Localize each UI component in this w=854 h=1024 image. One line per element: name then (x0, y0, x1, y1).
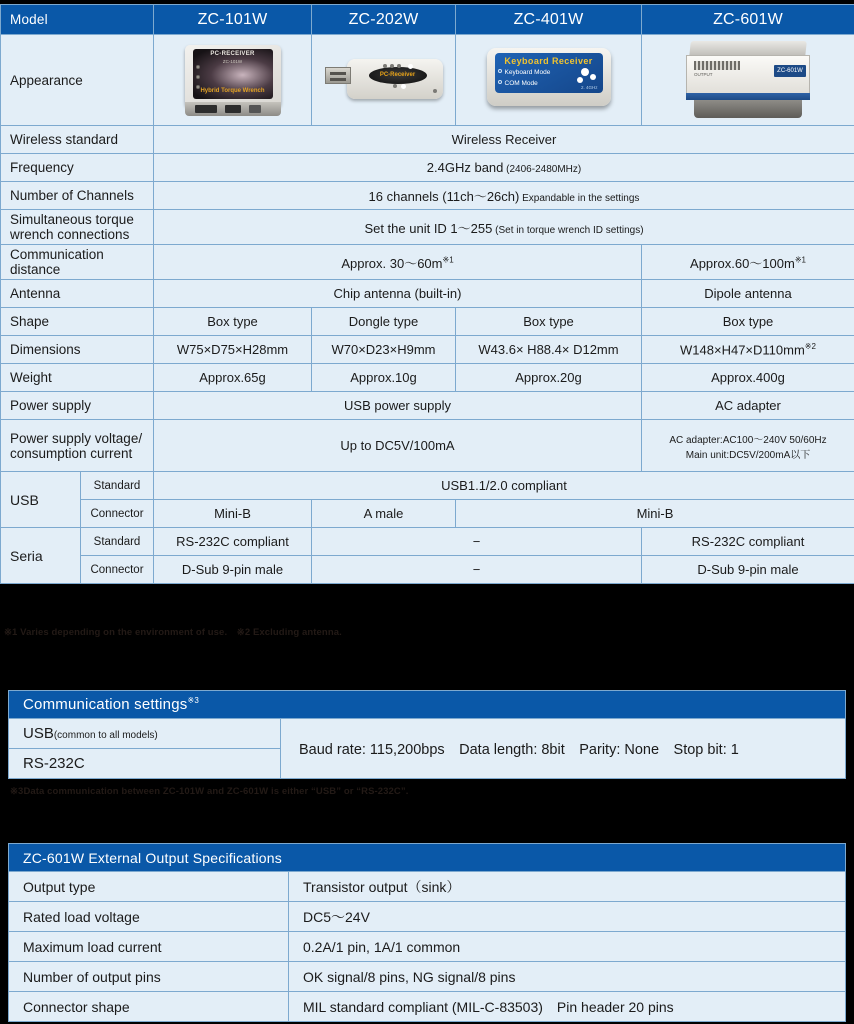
cell-value: Mini-B (636, 506, 674, 521)
appearance-cell-zc202w (312, 35, 456, 126)
cell-value: AC adapter (715, 398, 781, 413)
group-label-serial: Seria (1, 528, 81, 584)
cell-value: RS-232C compliant (176, 534, 289, 549)
device-zc101w-caption: Hybrid Torque Wrench (200, 88, 265, 94)
cell-value: W70×D23×H9mm (331, 342, 436, 357)
main-spec-rows (1, 126, 854, 584)
cell-value: W43.6× H88.4× D12mm (478, 342, 619, 357)
comm-value: Baud rate: 115,200bps Data length: 8bit Parity: None Stop bit: 1 (281, 719, 846, 779)
row-label: Wireless standard (1, 126, 154, 154)
spec-row (1, 210, 854, 245)
row-label: Weight (1, 364, 154, 392)
comm-table-title (9, 691, 846, 719)
appearance-row (1, 35, 854, 126)
spec-cell (154, 245, 642, 280)
ext-row-value: 0.2A/1 pin, 1A/1 common (289, 932, 846, 962)
ac-adapter-line2: Main unit:DC5V/200mA以下 (685, 449, 811, 461)
spec-row (1, 308, 854, 336)
ext-spec-rows (9, 872, 846, 1022)
cell-value: 16 channels (11ch〜26ch) (368, 189, 520, 204)
spec-row (1, 245, 854, 280)
sub-label: Connector (81, 556, 154, 584)
group-label-usb: USB (1, 472, 81, 528)
cell-value: Approx.65g (199, 370, 266, 385)
comm-label-rs232c: RS-232C (9, 749, 281, 779)
sub-label: Connector (81, 500, 154, 528)
ext-row (9, 962, 846, 992)
cell-note: Expandable in the settings (519, 193, 640, 204)
spec-cell (154, 500, 312, 528)
cell-note: (Set in torque wrench ID settings) (492, 224, 644, 236)
cell-value: Box type (523, 314, 574, 329)
device-zc202w-title: PC-Receiver (379, 72, 416, 78)
spec-row-serial (1, 528, 854, 556)
cell-value: Approx.400g (711, 370, 785, 385)
cell-value: Approx.60〜100m (690, 255, 795, 271)
ext-row (9, 992, 846, 1022)
spec-row (1, 392, 854, 420)
row-label: Communication distance (1, 245, 154, 280)
spec-cell (456, 336, 642, 364)
spec-cell (154, 182, 854, 210)
cell-value: W148×H47×D110mm (680, 342, 805, 358)
cell-superscript: ※1 (794, 255, 806, 265)
spec-cell (154, 336, 312, 364)
spec-cell (642, 556, 854, 584)
spec-row-usb (1, 472, 854, 500)
main-table-footnote: ※1 Varies depending on the environment of use. ※2 Excluding antenna. (4, 627, 342, 638)
device-zc101w-subtitle: ZC-101W (222, 59, 243, 64)
spec-cell (456, 364, 642, 392)
spec-cell (312, 308, 456, 336)
cell-value: Dipole antenna (704, 286, 792, 301)
header-model-label: Model (1, 5, 154, 35)
sub-label: Standard (81, 472, 154, 500)
spec-cell (642, 308, 854, 336)
cell-value: Wireless Receiver (451, 132, 557, 147)
spec-cell (642, 528, 854, 556)
ext-row-value: MIL standard compliant (MIL-C-83503) Pin header 20 pins (289, 992, 846, 1022)
spec-row (1, 154, 854, 182)
table-header-row (1, 5, 854, 35)
cell-superscript: ※2 (804, 341, 816, 351)
cell-value: A male (363, 506, 404, 521)
header-model-zc202w: ZC-202W (312, 5, 456, 35)
comm-title-superscript: ※3 (187, 696, 200, 705)
spec-cell (154, 392, 642, 420)
device-image-zc101w (179, 39, 287, 121)
cell-value: Set the unit ID 1〜255 (364, 220, 493, 236)
comm-title-text: Communication settings (23, 696, 188, 713)
device-image-zc601w: OUTPUT ZC-601W (680, 37, 816, 123)
spec-cell (154, 210, 854, 245)
spec-cell (312, 500, 456, 528)
cell-value: USB power supply (344, 398, 451, 413)
spec-row-usb (1, 500, 854, 528)
ext-row-value: OK signal/8 pins, NG signal/8 pins (289, 962, 846, 992)
spec-row (1, 280, 854, 308)
device-zc101w-title: PC-RECEIVER (210, 51, 255, 57)
ext-row (9, 872, 846, 902)
device-image-zc202w (323, 51, 445, 109)
ext-row-label: Output type (9, 872, 289, 902)
spec-row (1, 126, 854, 154)
spec-cell (642, 280, 854, 308)
cell-superscript: ※1 (442, 255, 454, 265)
spec-cell (154, 364, 312, 392)
cell-value: 2.4GHz band (426, 160, 504, 175)
cell-value: Box type (207, 314, 258, 329)
ext-row (9, 932, 846, 962)
power-voltage-main: Up to DC5V/100mA (154, 420, 642, 472)
cell-value: W75×D75×H28mm (176, 342, 289, 357)
cell-value: Chip antenna (built-in) (333, 286, 462, 301)
spec-cell (154, 556, 312, 584)
spec-cell (456, 308, 642, 336)
ext-row-label: Maximum load current (9, 932, 289, 962)
row-label-power-voltage: Power supply voltage/ consumption current (1, 420, 154, 472)
power-voltage-ac (642, 420, 854, 472)
spec-cell (312, 364, 456, 392)
row-label: Frequency (1, 154, 154, 182)
spec-cell (312, 556, 642, 584)
ext-row-label: Number of output pins (9, 962, 289, 992)
sub-label: Standard (81, 528, 154, 556)
cell-value: D-Sub 9-pin male (697, 562, 799, 577)
ac-adapter-line1: AC adapter:AC100〜240V 50/60Hz (669, 434, 827, 446)
main-specification-table (0, 4, 854, 584)
spec-row (1, 364, 854, 392)
spec-row-serial (1, 556, 854, 584)
cell-value: − (472, 534, 481, 549)
device-zc401w-mode2: COM Mode (504, 80, 538, 87)
device-zc401w-title: Keyboard Receiver (504, 56, 593, 66)
ext-row-value: Transistor output（sink） (289, 872, 846, 902)
comm-usb-note: (common to all models) (53, 730, 158, 741)
cell-value: − (472, 562, 481, 577)
cell-value: Approx. 30〜60m (341, 255, 443, 271)
header-model-zc601w: ZC-601W (642, 5, 854, 35)
appearance-cell-zc601w (642, 35, 854, 126)
cell-value: Approx.20g (515, 370, 582, 385)
header-model-zc401w: ZC-401W (456, 5, 642, 35)
appearance-cell-zc101w (154, 35, 312, 126)
ext-row-label: Rated load voltage (9, 902, 289, 932)
spec-row (1, 336, 854, 364)
spec-row-power-voltage (1, 420, 854, 472)
comm-table-footnote: ※3Data communication between ZC-101W and ZC-601W is either “USB” or “RS-232C”. (10, 786, 409, 797)
ext-header-row (9, 844, 846, 872)
spec-cell (154, 528, 312, 556)
device-zc401w-cert: 2. 4GHz (580, 85, 598, 90)
cell-value: Box type (722, 314, 774, 329)
spec-cell (312, 528, 642, 556)
comm-usb-text: USB (23, 725, 54, 742)
spec-cell (312, 336, 456, 364)
spec-cell (642, 392, 854, 420)
header-model-zc101w: ZC-101W (154, 5, 312, 35)
spec-cell (642, 364, 854, 392)
row-label: Simultaneous torque wrench connections (1, 210, 154, 245)
comm-header-row (9, 691, 846, 719)
spec-cell (154, 472, 854, 500)
spec-cell (642, 336, 854, 364)
cell-value: Mini-B (214, 506, 251, 521)
row-label: Antenna (1, 280, 154, 308)
device-image-zc401w (483, 44, 615, 116)
communication-settings-table (8, 690, 846, 779)
spec-cell (154, 308, 312, 336)
cell-value: D-Sub 9-pin male (181, 562, 284, 577)
spec-cell (154, 280, 642, 308)
cell-note: (2406-2480MHz) (503, 164, 582, 175)
row-label: Dimensions (1, 336, 154, 364)
spec-row (1, 182, 854, 210)
spec-cell (456, 500, 854, 528)
row-label: Power supply (1, 392, 154, 420)
row-label: Number of Channels (1, 182, 154, 210)
row-label-appearance: Appearance (1, 35, 154, 126)
spec-cell (154, 126, 854, 154)
cell-value: Dongle type (348, 314, 419, 329)
cell-value: Approx.10g (350, 370, 417, 385)
comm-row-usb (9, 719, 846, 749)
ext-row-label: Connector shape (9, 992, 289, 1022)
ext-row (9, 902, 846, 932)
row-label: Shape (1, 308, 154, 336)
cell-value: USB1.1/2.0 compliant (441, 478, 567, 493)
appearance-cell-zc401w (456, 35, 642, 126)
external-output-table (8, 843, 846, 1022)
ext-row-value: DC5〜24V (289, 902, 846, 932)
spec-cell (642, 245, 854, 280)
comm-label-usb (9, 719, 281, 749)
spec-cell (154, 154, 854, 182)
device-zc401w-mode1: Keyboard Mode (504, 69, 551, 76)
ext-table-title: ZC-601W External Output Specifications (9, 844, 846, 872)
device-zc601w-tag: ZC-601W (774, 65, 806, 77)
cell-value: RS-232C compliant (691, 534, 805, 549)
